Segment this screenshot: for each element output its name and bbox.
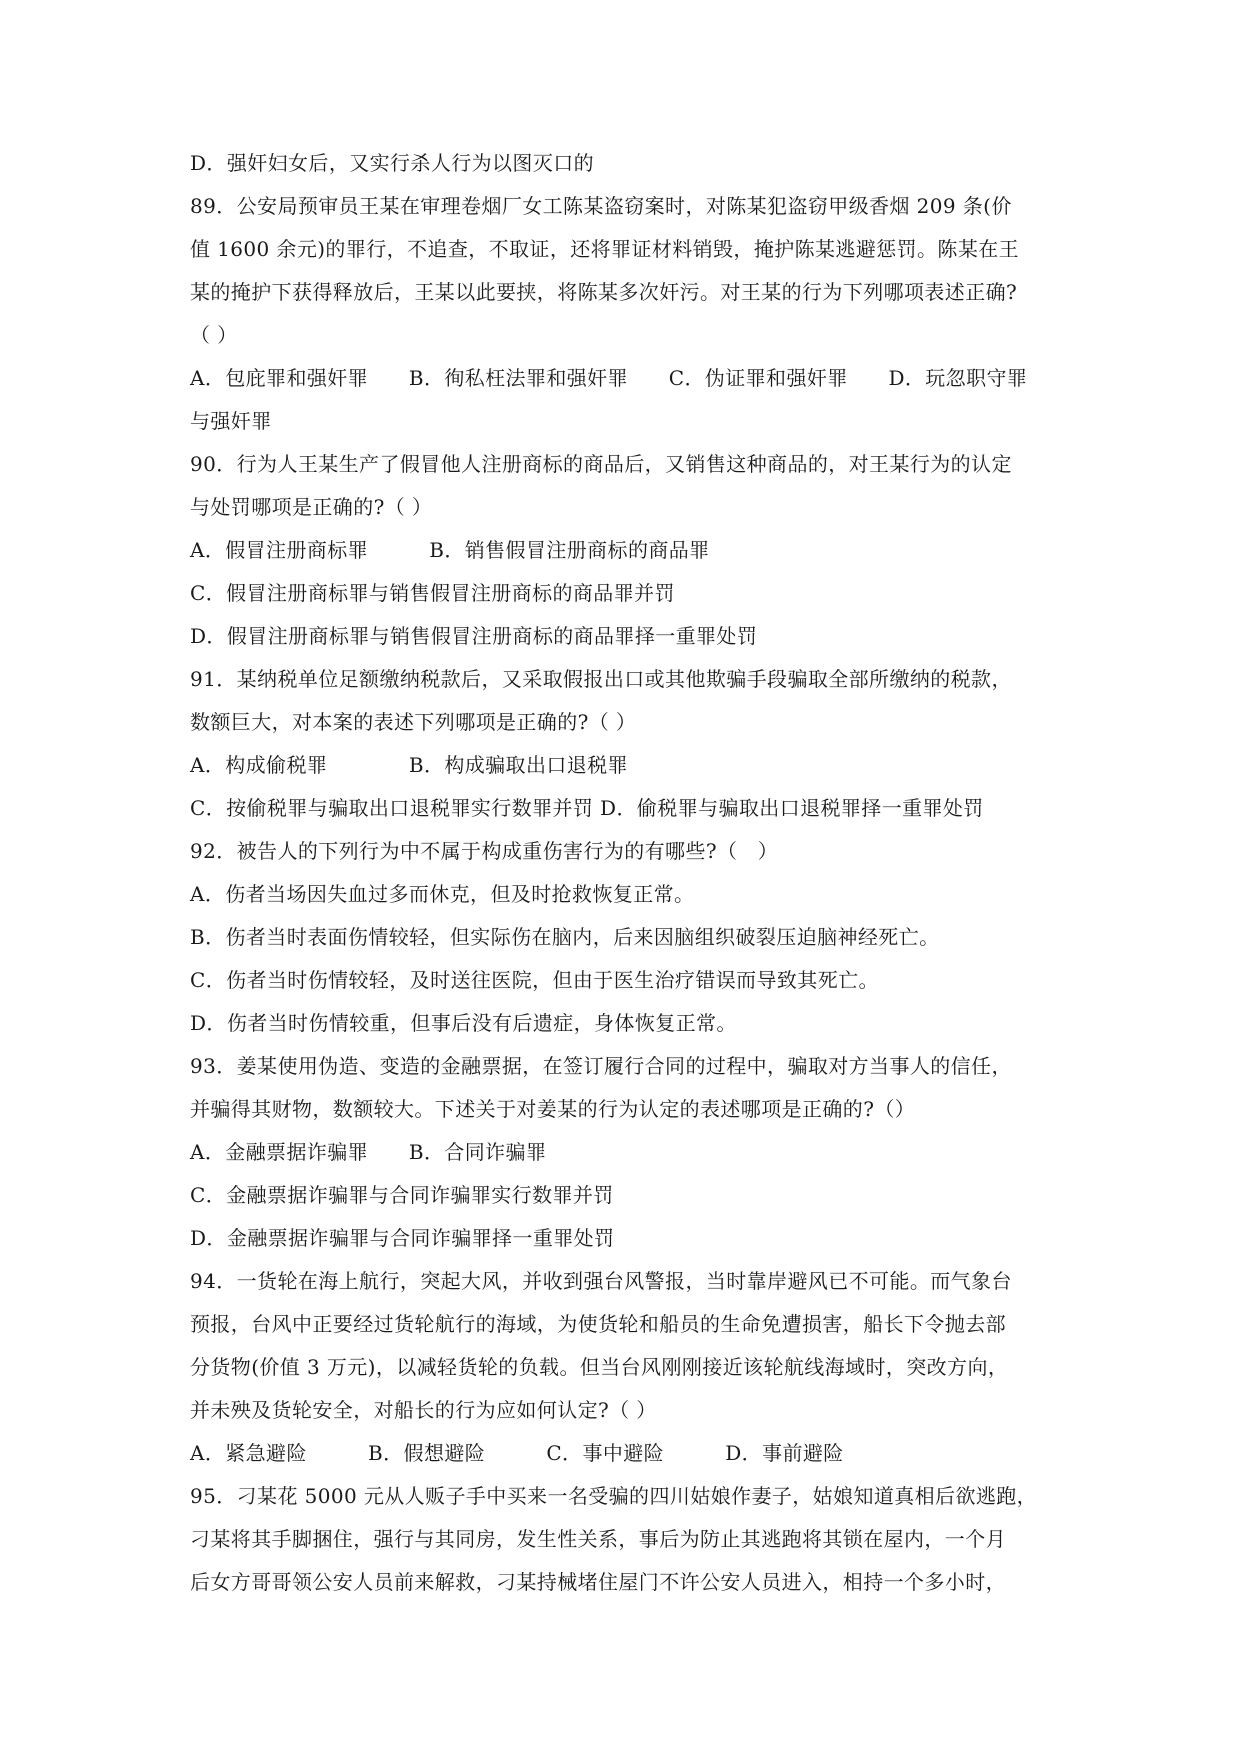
- q91-text-line-1: 91．某纳税单位足额缴纳税款后，又采取假报出口或其他欺骗手段骗取全部所缴纳的税款，: [190, 667, 1012, 691]
- q90-text-line-2: 与处罚哪项是正确的?（ ）: [190, 495, 433, 519]
- q90-options-ab: A．假冒注册商标罪 B．销售假冒注册商标的商品罪: [190, 538, 710, 562]
- q89-text-line-2: 值 1600 余元)的罪行，不追查，不取证，还将罪证材料销毁，掩护陈某逃避惩罚。陈某在王: [190, 237, 1020, 261]
- q92-text: 92．被告人的下列行为中不属于构成重伤害行为的有哪些?（ ）: [190, 839, 779, 863]
- q88-option-d: D．强奸妇女后，又实行杀人行为以图灭口的: [190, 151, 595, 175]
- q89-answer-blank: （ ）: [190, 323, 238, 347]
- q91-text-line-2: 数额巨大，对本案的表述下列哪项是正确的?（ ）: [190, 710, 637, 734]
- q94-options: A．紧急避险 B．假想避险 C．事中避险 D．事前避险: [190, 1441, 844, 1465]
- q89-text-line-3: 某的掩护下获得释放后，王某以此要挟，将陈某多次奸污。对王某的行为下列哪项表述正确?: [190, 280, 1018, 304]
- q89-options-cont: 与强奸罪: [190, 409, 272, 433]
- q94-text-line-3: 分货物(价值 3 万元)，以减轻货轮的负载。但当台风刚刚接近该轮航线海域时，突改方向，: [190, 1355, 1009, 1379]
- q91-options-cd: C．按偷税罪与骗取出口退税罪实行数罪并罚 D．偷税罪与骗取出口退税罪择一重罪处罚: [190, 796, 984, 820]
- q92-option-b: B．伤者当时表面伤情较轻，但实际伤在脑内，后来因脑组织破裂压迫脑神经死亡。: [190, 925, 940, 949]
- q91-options-ab: A．构成偷税罪 B．构成骗取出口退税罪: [190, 753, 628, 777]
- q94-text-line-1: 94．一货轮在海上航行，突起大风，并收到强台风警报，当时靠岸避风已不可能。而气象台: [190, 1269, 1012, 1293]
- q95-text-line-3: 后女方哥哥领公安人员前来解救，刁某持械堵住屋门不许公安人员进入，相持一个多小时，: [190, 1570, 1006, 1594]
- q95-text-line-1: 95．刁某花 5000 元从人贩子手中买来一名受骗的四川姑娘作妻子，姑娘知道真相后欲逃跑，: [190, 1484, 1038, 1508]
- q94-text-line-2: 预报，台风中正要经过货轮航行的海域，为使货轮和船员的生命免遭损害，船长下令抛去部: [190, 1312, 1006, 1336]
- q95-text-line-2: 刁某将其手脚捆住，强行与其同房，发生性关系，事后为防止其逃跑将其锁在屋内，一个月: [190, 1527, 1006, 1551]
- q93-text-line-2: 并骗得其财物，数额较大。下述关于对姜某的行为认定的表述哪项是正确的?（）: [190, 1097, 916, 1121]
- q94-text-line-4: 并未殃及货轮安全，对船长的行为应如何认定?（ ）: [190, 1398, 657, 1422]
- q89-text-line-1: 89．公安局预审员王某在审理卷烟厂女工陈某盗窃案时，对陈某犯盗窃甲级香烟 209 条(价: [190, 194, 1012, 218]
- q89-options: A．包庇罪和强奸罪 B．徇私枉法罪和强奸罪 C．伪证罪和强奸罪 D．玩忽职守罪: [190, 366, 1028, 390]
- q93-option-d: D．金融票据诈骗罪与合同诈骗罪择一重罪处罚: [190, 1226, 615, 1250]
- q92-option-d: D．伤者当时伤情较重，但事后没有后遗症，身体恢复正常。: [190, 1011, 737, 1035]
- document-page: [190, 142, 1060, 1604]
- q92-option-c: C．伤者当时伤情较轻，及时送往医院，但由于医生治疗错误而导致其死亡。: [190, 968, 879, 992]
- q93-text-line-1: 93．姜某使用伪造、变造的金融票据，在签订履行合同的过程中，骗取对方当事人的信任，: [190, 1054, 1012, 1078]
- q93-options-ab: A．金融票据诈骗罪 B．合同诈骗罪: [190, 1140, 547, 1164]
- q93-option-c: C．金融票据诈骗罪与合同诈骗罪实行数罪并罚: [190, 1183, 614, 1207]
- q90-option-d: D．假冒注册商标罪与销售假冒注册商标的商品罪择一重罪处罚: [190, 624, 758, 648]
- q92-option-a: A．伤者当场因失血过多而休克，但及时抢救恢复正常。: [190, 882, 695, 906]
- q90-option-c: C．假冒注册商标罪与销售假冒注册商标的商品罪并罚: [190, 581, 675, 605]
- q90-text-line-1: 90．行为人王某生产了假冒他人注册商标的商品后，又销售这种商品的，对王某行为的认定: [190, 452, 1012, 476]
